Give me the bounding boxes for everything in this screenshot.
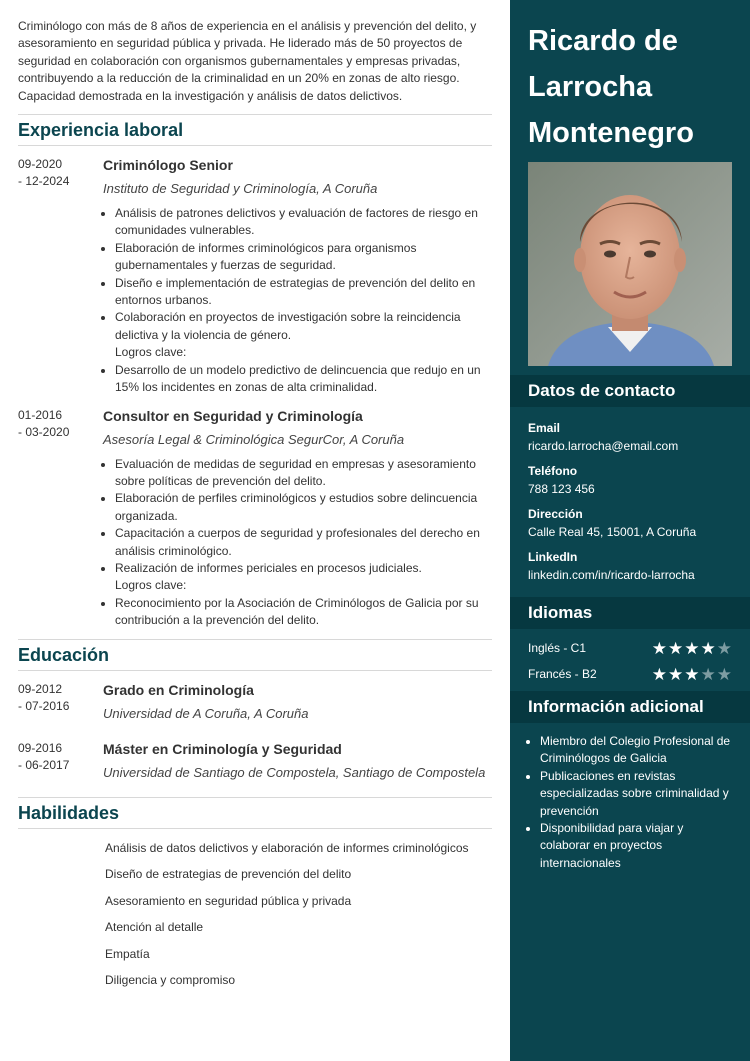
skill-item: Diligencia y compromiso: [105, 973, 236, 988]
date-start: 09-2012: [18, 681, 63, 696]
date-start: 01-2016: [18, 407, 63, 422]
entry-body: [103, 681, 492, 722]
institution: Universidad de A Coruña, A Coruña: [103, 705, 309, 721]
education-heading: Educación: [18, 640, 492, 671]
job-title: Criminólogo Senior: [103, 157, 233, 174]
star-empty-icon: ★: [716, 638, 732, 658]
name-line: Ricardo de: [528, 25, 678, 57]
star-filled-icon: ★: [684, 664, 700, 684]
list-item: • Evaluación de medidas de seguridad en empresas y asesoramiento sobre políticas de prevención del delito.: [115, 456, 492, 491]
list-item: • Disponibilidad para viajar y colaborar en proyectos internacionales: [540, 820, 732, 872]
entry-body: [103, 407, 492, 630]
entry-date: [18, 156, 103, 396]
sidebar: [510, 0, 750, 1061]
date-start: 09-2020: [18, 157, 63, 172]
experience-entry: [18, 156, 492, 396]
profile-photo-image: [528, 162, 732, 366]
experience-section: [18, 114, 492, 630]
employer: Instituto de Seguridad y Criminología, A Coruña: [103, 181, 378, 197]
skill-item: Asesoramiento en seguridad pública y privada: [105, 893, 352, 908]
degree-title: Máster en Criminología y Seguridad: [103, 740, 342, 757]
star-filled-icon: ★: [651, 638, 667, 658]
employer: Asesoría Legal & Criminológica SegurCor, A Coruña: [103, 431, 405, 447]
star-filled-icon: ★: [684, 638, 700, 658]
list-item: • Realización de informes periciales en procesos judiciales.: [115, 560, 492, 577]
list-item: • Elaboración de informes criminológicos para organismos gubernamentales y fuerzas de seguridad.: [115, 240, 492, 275]
date-start: 09-2016: [18, 740, 63, 755]
responsibility-list: [115, 456, 492, 630]
skill-item: Análisis de datos delictivos y elaboración de informes criminológicos: [105, 840, 469, 855]
profile-summary: Criminólogo con más de 8 años de experiencia en el análisis y prevención del delito, y asesoramiento en seguridad pública y privada. He liderado más de 50 proyectos de seguridad en colaboración con organismos gubernamentales y empresas privadas, contribuyendo a la reducción de la criminalidad en un 20% en zonas de alto riesgo. Capacidad demostrada en la investigación y análisis de datos delictivos.: [18, 19, 477, 103]
date-end: - 03-2020: [18, 424, 70, 439]
responsibility-list: [115, 205, 492, 396]
list-item: • Publicaciones en revistas especializadas sobre criminalidad y prevención: [540, 768, 732, 820]
address-label: Dirección: [528, 507, 583, 521]
skills-heading: Habilidades: [18, 798, 492, 829]
list-item: • Desarrollo de un modelo predictivo de delincuencia que redujo en un 15% los incidentes en zonas de alta criminalidad.: [115, 362, 492, 397]
key-achievements-label: Logros clave:: [115, 578, 187, 593]
contact-list: [510, 407, 750, 583]
linkedin-label: LinkedIn: [528, 550, 578, 564]
list-item: • Análisis de patrones delictivos y evaluación de factores de riesgo en comunidades vulnerables.: [115, 205, 492, 240]
list-item: • Elaboración de perfiles criminológicos y estudios sobre delincuencia organizada.: [115, 490, 492, 525]
skill-item: Empatía: [105, 946, 150, 961]
email-label: Email: [528, 421, 561, 435]
list-item: • Miembro del Colegio Profesional de Criminólogos de Galicia: [540, 733, 732, 768]
list-item: • Capacitación a cuerpos de seguridad y profesionales del derecho en análisis criminológico.: [115, 525, 492, 560]
phone-value: 788 123 456: [528, 482, 595, 496]
entry-date: [18, 407, 103, 630]
job-title: Consultor en Seguridad y Criminología: [103, 407, 363, 424]
entry-date: [18, 740, 103, 781]
entry-body: [103, 740, 492, 781]
experience-entry: [18, 407, 492, 630]
key-achievements-label: Logros clave:: [115, 345, 187, 360]
star-filled-icon: ★: [668, 664, 684, 684]
name-line: Montenegro: [528, 117, 694, 149]
list-item: • Diseño e implementación de estrategias de prevención del delito en entornos urbanos.: [115, 275, 492, 310]
email-value[interactable]: ricardo.larrocha@email.com: [528, 439, 679, 453]
language-rating: [652, 640, 732, 657]
language-item: [510, 661, 750, 687]
additional-info-heading: Información adicional: [510, 691, 750, 723]
skill-item: Diseño de estrategias de prevención del delito: [105, 867, 352, 882]
star-filled-icon: ★: [668, 638, 684, 658]
phone-label: Teléfono: [528, 464, 578, 478]
skill-item: Atención al detalle: [105, 920, 204, 935]
date-end: - 12-2024: [18, 174, 70, 189]
education-entry: [18, 740, 492, 781]
date-end: - 07-2016: [18, 698, 70, 713]
language-name: Francés - B2: [528, 667, 597, 681]
languages-heading: Idiomas: [510, 597, 750, 629]
date-end: - 06-2017: [18, 757, 70, 772]
language-rating: [652, 666, 732, 683]
contact-heading: Datos de contacto: [510, 375, 750, 407]
education-section: [18, 639, 492, 781]
list-item: • Reconocimiento por la Asociación de Criminólogos de Galicia por su contribución a la prevención del delito.: [115, 595, 492, 630]
linkedin-value[interactable]: linkedin.com/in/ricardo-larrocha: [528, 568, 695, 582]
degree-title: Grado en Criminología: [103, 681, 254, 698]
list-item: • Colaboración en proyectos de investigación sobre la reincidencia delictiva y la violencia de género.: [115, 309, 492, 344]
language-item: [510, 635, 750, 661]
address-value: Calle Real 45, 15001, A Coruña: [528, 525, 697, 539]
entry-body: [103, 156, 492, 396]
skills-section: [18, 797, 492, 994]
star-filled-icon: ★: [651, 664, 667, 684]
additional-info-list: [510, 723, 750, 872]
star-filled-icon: ★: [700, 638, 716, 658]
languages-list: [510, 629, 750, 687]
candidate-name: [510, 0, 750, 156]
star-empty-icon: ★: [716, 664, 732, 684]
education-entry: [18, 681, 492, 722]
language-name: Inglés - C1: [528, 641, 587, 655]
star-empty-icon: ★: [700, 664, 716, 684]
institution: Universidad de Santiago de Compostela, Santiago de Compostela: [103, 764, 486, 780]
entry-date: [18, 681, 103, 722]
profile-photo: [528, 162, 732, 366]
skills-list: [18, 835, 492, 994]
name-line: Larrocha: [528, 71, 653, 103]
experience-heading: Experiencia laboral: [18, 115, 492, 146]
